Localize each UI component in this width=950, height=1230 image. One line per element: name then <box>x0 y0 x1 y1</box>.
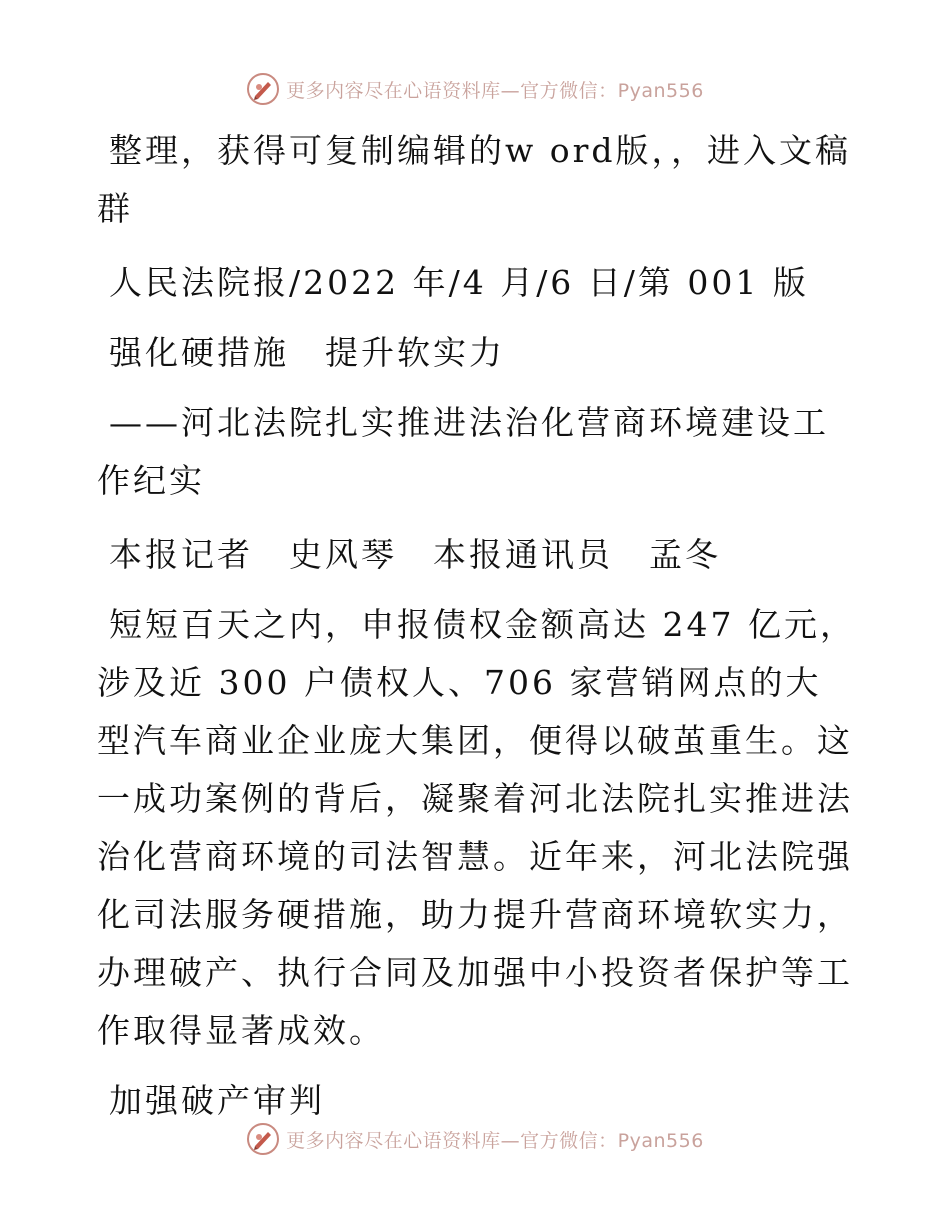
watermark-text: 更多内容尽在心语资料库—官方微信：Pyan556 <box>286 79 704 102</box>
document-body <box>97 120 857 1130</box>
section-heading: 加强破产审判 <box>109 1081 325 1120</box>
intro-line: 整理，获得可复制编辑的w ord版，，进入文稿群 <box>97 131 852 228</box>
watermark-header <box>0 72 950 106</box>
article-subtitle: ——河北法院扎实推进法治化营商环境建设工作纪实 <box>97 403 829 500</box>
body-paragraph: 短短百天之内，申报债权金额高达 247 亿元，涉及近 300 户债权人、706 家营销网点的大型汽车商业企业庞大集团，便得以破茧重生。这一成功案例的背后，凝聚着河北法院扎实推进法治化营商环境的司法智慧。近年来，河北法院强化司法服务硬措施，助力提升营商环境软实力，办理破产、执行合同及加强中小投资者保护等工作取得显著成效。 <box>97 605 856 1050</box>
pen-logo-icon <box>246 72 280 106</box>
source-line: 人民法院报/2022 年/4 月/6 日/第 001 版 <box>109 263 809 302</box>
watermark-footer <box>0 1122 950 1156</box>
watermark-text: 更多内容尽在心语资料库—官方微信：Pyan556 <box>286 1129 704 1152</box>
article-title: 强化硬措施 提升软实力 <box>109 333 505 372</box>
byline: 本报记者 史风琴 本报通讯员 孟冬 <box>109 535 721 574</box>
pen-logo-icon <box>246 1122 280 1156</box>
